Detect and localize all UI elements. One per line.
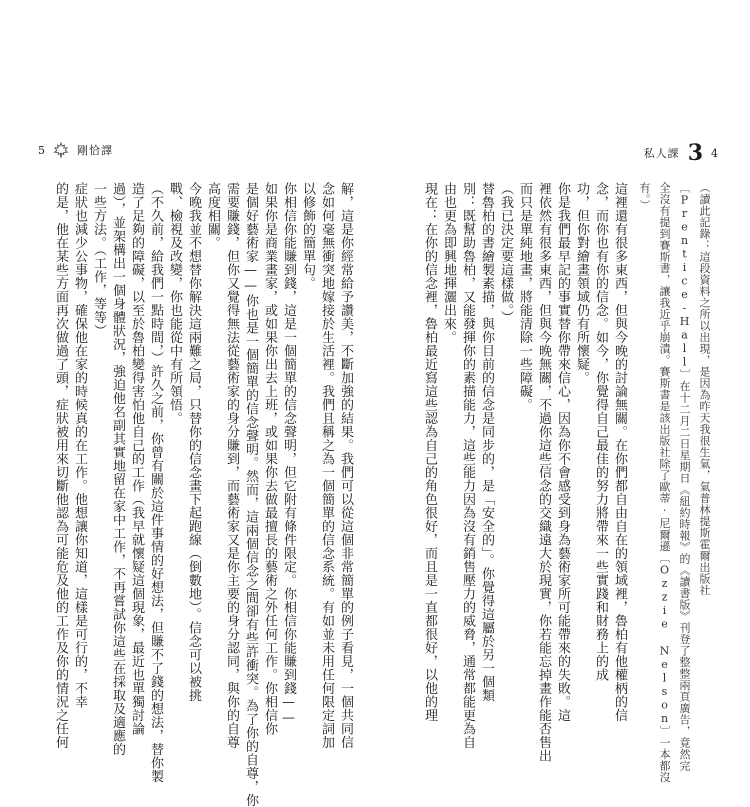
- text-column: 〔Prentice-Hall〕在十二月二日星期日《紐約時報》的《讀書版》刊登了整整兩頁廣告，竟然完: [678, 182, 691, 772]
- text-column: 是個好藝術家——你也是一個簡單的信念聲明。然而，這兩個信念之間卻有些許衝突。為了你的自尊，你: [243, 182, 258, 807]
- text-column: 念，而你也有你的信念。如今，你覺得自己最佳的努力將帶來一些實踐和財務上的成: [593, 182, 608, 682]
- left-running-head: [38, 142, 113, 158]
- text-column: 戰、檢視及改變，你也能從中有所領悟。: [167, 182, 182, 425]
- text-column: 念如何毫無衝突地嫁接於生活裡。我們且稱之為一個簡單的信念系統。有如並未用任何限定詞加: [319, 182, 334, 749]
- text-column: 以修飾的簡單句。: [300, 182, 315, 290]
- chapter-number: 3: [687, 140, 703, 166]
- text-column: 症狀也減少公事物，確保他在家的時候真的在工作。他想讓你知道，這樣是可行的，不幸: [72, 182, 87, 709]
- text-column: 有。）: [638, 182, 651, 211]
- text-column: 別：既幫助魯柏，又能發揮你的素描能力，這些能力因為沒有銷售壓力的威脅，通常都能更為自: [460, 182, 475, 749]
- text-column: 替魯柏的書繪製素描，與你目前的信念是同步的，是「安全的」。你覺得這屬於另一個類: [479, 182, 494, 702]
- text-column: 解，這是你經常給予讚美，不斷加強的結果。我們可以從這個非常簡單的例子看見，一個共同信: [338, 182, 353, 749]
- text-column: 裡依然有很多東西，但與今晚無關，不過你這些信念的交織遠大於現實，你若能忘掉畫作能否售出: [536, 182, 551, 763]
- text-column: （不久前，給我們一點時間，）許久之前，你曾有關於這件事情的好想法，但賺不了錢的想法，替你製: [148, 182, 163, 783]
- text-column: 這裡還有很多東西，但與今晚的討論無關。在你們都自由自在的領域裡，魯柏有他權柄的信: [612, 182, 627, 722]
- text-column: 功，但你對繪畫領域仍有所懷疑。: [574, 182, 589, 385]
- text-column: 如果你是商業畫家，或如果你出去上班，或如果你去做最擅長的藝術之外任何工作。你相信你: [262, 182, 277, 736]
- left-page-body: [52, 182, 353, 807]
- text-column: 而只是單純地畫，將能清除一些障礙。: [517, 182, 532, 412]
- text-column: （讀此記錄：這段資料之所以出現，是因為昨天我很生氣，氣普林提斯霍爾出版社: [698, 182, 711, 596]
- right-page-number: 4: [711, 146, 718, 160]
- text-column: 造了足夠的障礙，以至於魯柏變得害怕他自己的工作（我早就懷疑這個現象，最近也單獨討論: [129, 182, 144, 736]
- text-column: 現在：在你的信念裡，魯柏最近寫這些認為自己的角色很好，而且是一直都很好，以他的理: [422, 182, 437, 722]
- text-column: 今晚我並不想替你解決這兩難之局，只替你的信念畫下起跑線（倒數地）。信念可以被挑: [186, 182, 201, 702]
- text-column: 高度相關。: [205, 182, 220, 250]
- text-column: 一些方法。（工作，等等）: [91, 182, 106, 338]
- chapter-title: 私人課: [643, 147, 680, 160]
- text-column: （我已決定要這樣做。）: [498, 182, 513, 324]
- left-brand-name: 剛恰譯: [77, 144, 113, 157]
- text-column: 你是我們最早記的事實替你帶來信心，因為你不會感受到身為藝術家所可能帶來的失敗。這: [555, 182, 570, 722]
- left-page-number: 5: [38, 143, 45, 157]
- maple-leaf-icon: [53, 142, 69, 158]
- right-running-head: [644, 142, 718, 164]
- text-column: 全沒有提到賽斯書，讓我近乎崩潰。賽斯書是該出版社除了歐蒂·尼爾遜〔Ozzie Nelson〕一本都沒: [658, 182, 671, 783]
- text-column: 你相信你能賺到錢，這是一個簡單的信念聲明，但它附有條件限定。你相信你能賺到錢——: [281, 182, 296, 726]
- text-column: 由也更為即興地揮灑出來。: [441, 182, 456, 344]
- text-column: 的是，他在某些方面再次做過了頭，症狀被用來切斷他認為可能危及他的工作及你的情況之任何: [53, 182, 68, 749]
- text-column: 過），並架構出一個身體狀況，強迫他名副其實地留在家中工作，不再嘗試你這些在採取及適應的: [110, 182, 125, 756]
- text-column: 需要賺錢，但你又覺得無法從藝術家的身分賺到，而藝術家又是你主要的身分認同，與你的自尊: [224, 182, 239, 749]
- right-page-body: [400, 182, 711, 783]
